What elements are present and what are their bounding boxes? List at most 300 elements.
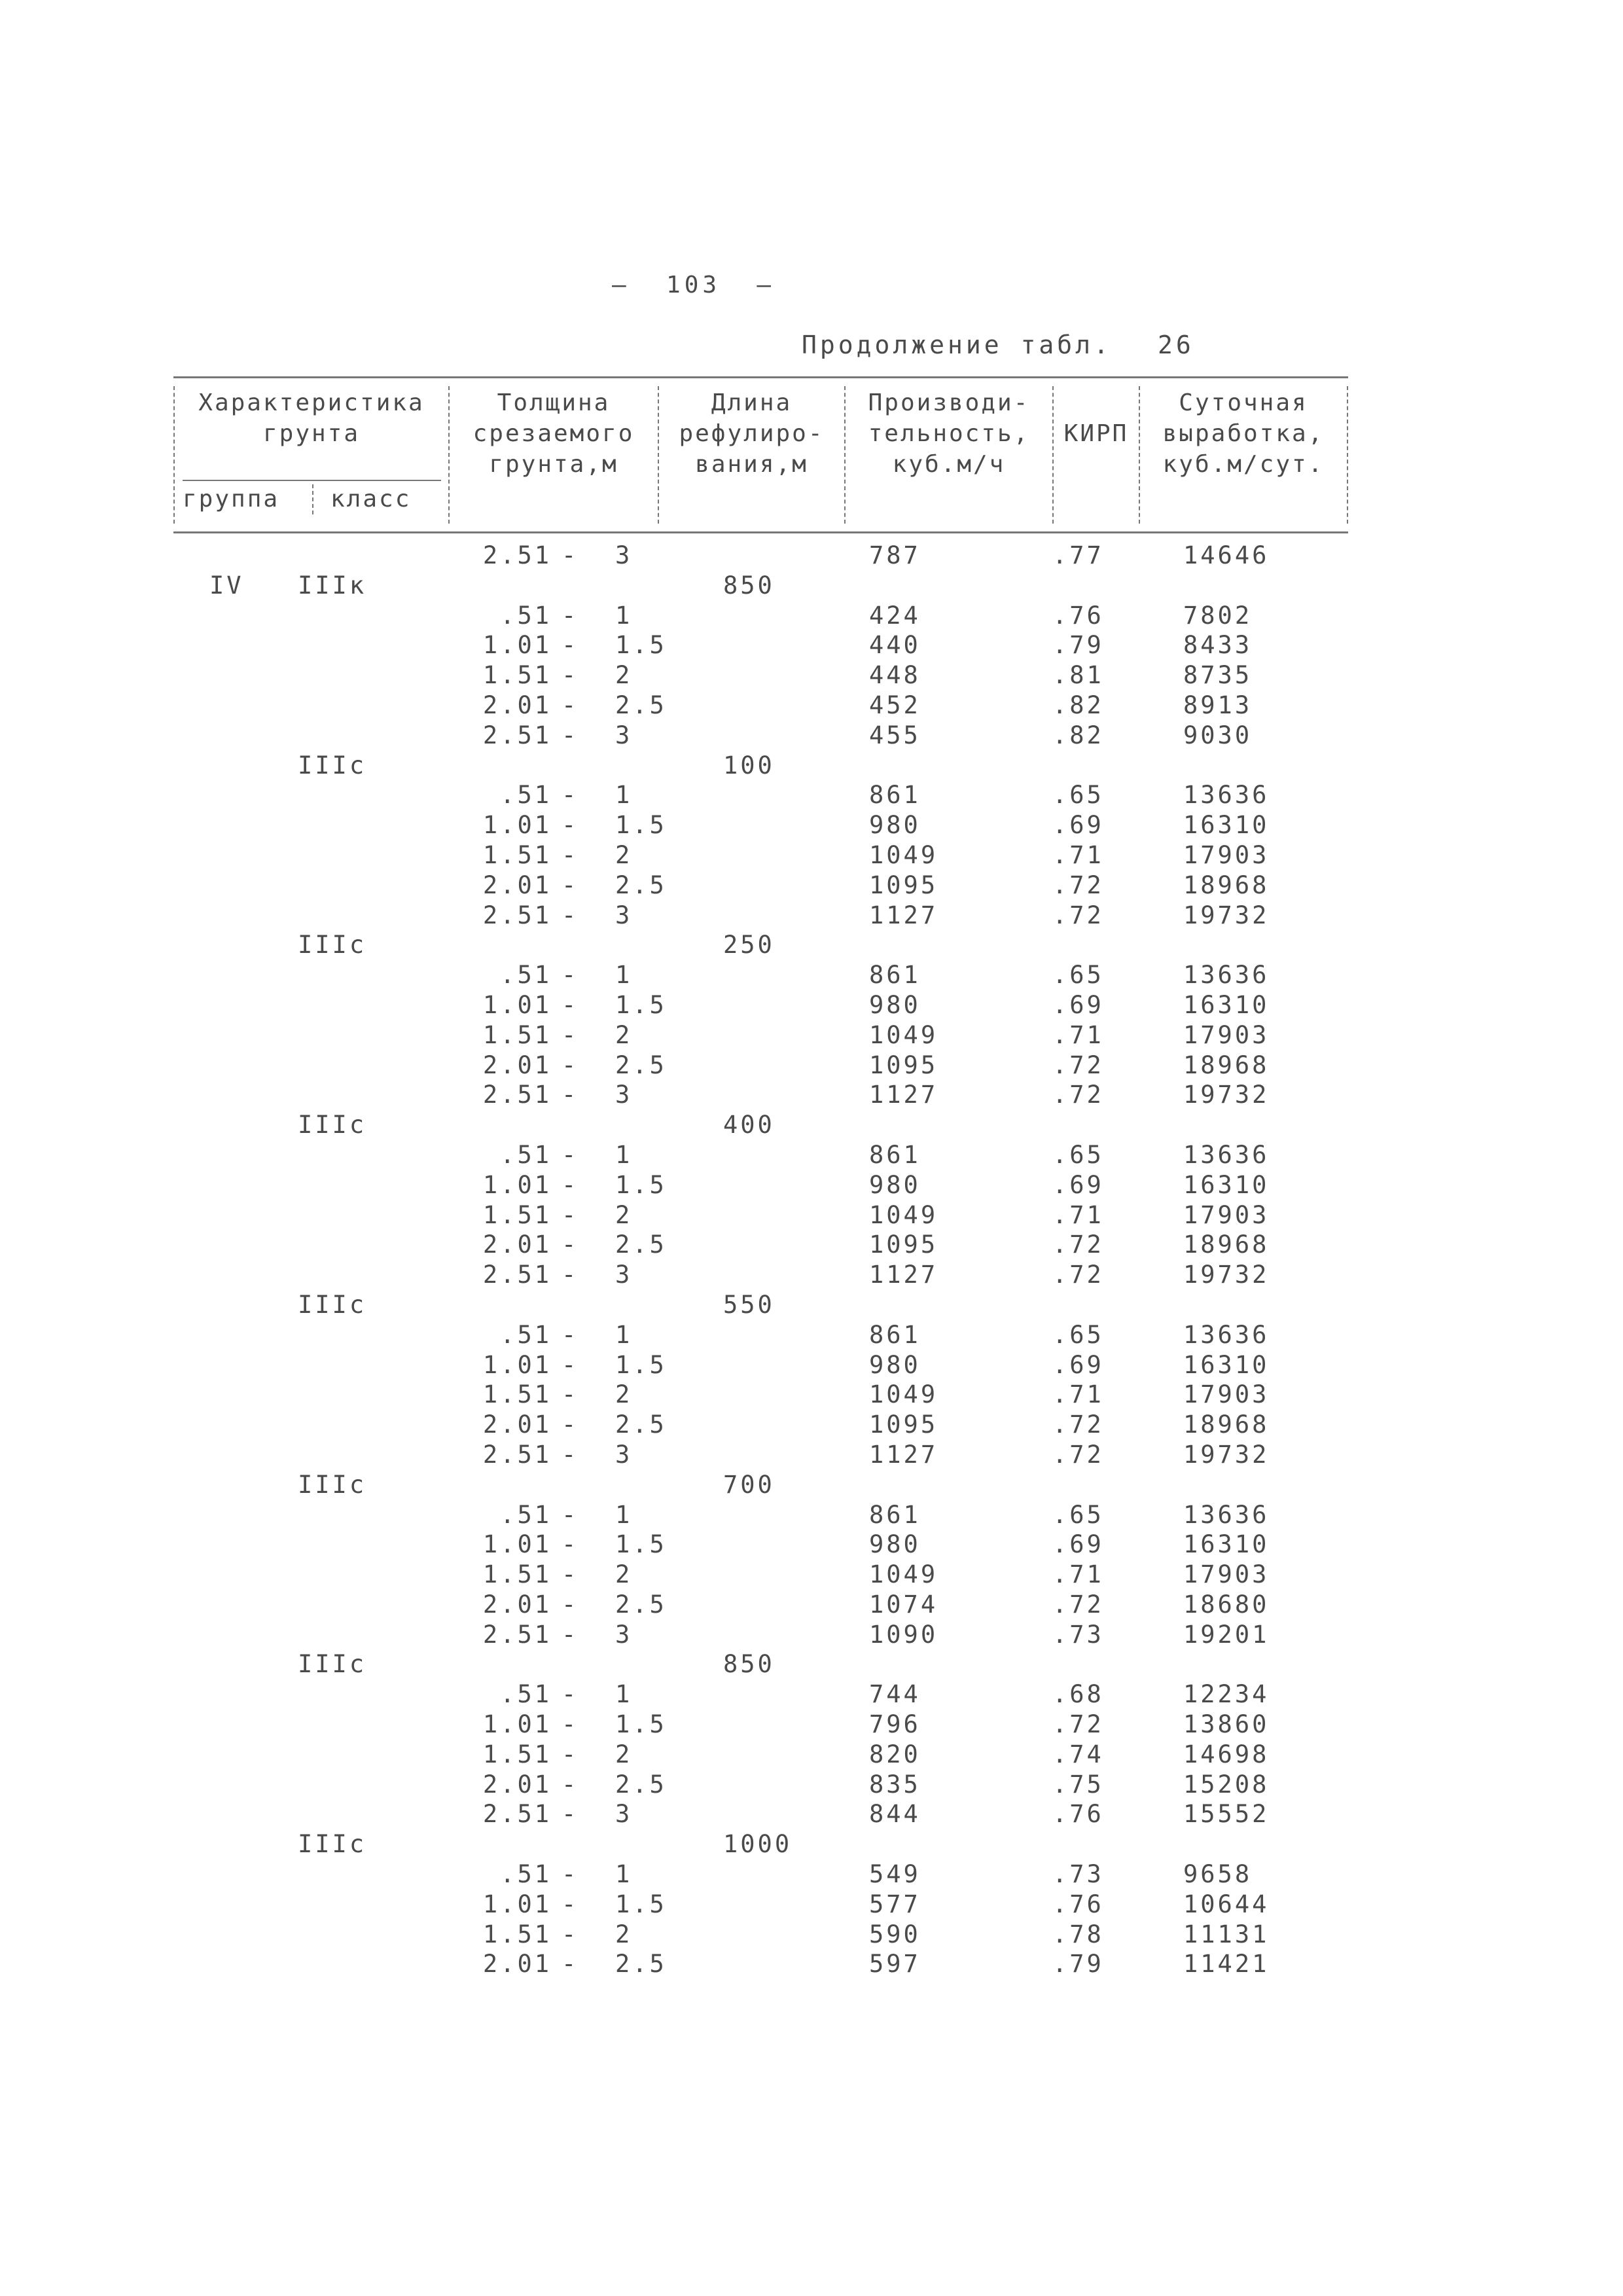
cell-thickness-to: 1 [615, 1680, 633, 1709]
cell-thickness-from: 1.01 [482, 631, 552, 660]
cell-productivity: 1074 [869, 1590, 938, 1619]
cell-productivity: 835 [869, 1770, 921, 1799]
cell-length: 850 [723, 1650, 775, 1679]
cell-daily-output: 14698 [1183, 1740, 1270, 1768]
cell-productivity: 820 [869, 1740, 921, 1768]
table-row [0, 1200, 1623, 1230]
cell-thickness-from: 1.01 [482, 1350, 552, 1379]
cell-kirp: .79 [1052, 1950, 1104, 1979]
cell-thickness-from: 1.51 [482, 1740, 552, 1768]
cell-length: 100 [723, 751, 775, 780]
cell-kirp: .76 [1052, 601, 1104, 630]
table-row [0, 660, 1623, 691]
cell-productivity: 455 [869, 721, 921, 749]
cell-thickness-to: 2.5 [615, 1230, 667, 1259]
table-row [0, 1170, 1623, 1200]
cell-daily-output: 18968 [1183, 1410, 1270, 1439]
cell-daily-output: 13860 [1183, 1710, 1270, 1739]
range-dash: - [562, 1890, 579, 1918]
cell-kirp: .69 [1052, 1170, 1104, 1199]
range-dash: - [562, 1620, 579, 1649]
range-dash: - [562, 1380, 579, 1409]
table-row [0, 1890, 1623, 1920]
cell-daily-output: 18680 [1183, 1590, 1270, 1619]
table-row [0, 541, 1623, 571]
cell-productivity: 597 [869, 1950, 921, 1979]
cell-productivity: 452 [869, 691, 921, 719]
cell-thickness-from: 1.01 [482, 1170, 552, 1199]
cell-length: 850 [723, 571, 775, 600]
cell-thickness-to: 1 [615, 601, 633, 630]
cell-productivity: 861 [869, 1500, 921, 1529]
range-dash: - [562, 1050, 579, 1079]
cell-thickness-to: 1 [615, 1860, 633, 1889]
cell-kirp: .79 [1052, 631, 1104, 660]
cell-daily-output: 13636 [1183, 1320, 1270, 1349]
cell-class: IIIс [298, 1830, 367, 1859]
cell-kirp: .74 [1052, 1740, 1104, 1768]
cell-class: IIIс [298, 1470, 367, 1499]
table-row [0, 1949, 1623, 1979]
header-productivity-line: Производи- [868, 389, 1030, 416]
cell-productivity: 424 [869, 601, 921, 630]
cell-thickness-to: 2.5 [615, 1950, 667, 1979]
cell-group: IV [209, 571, 244, 600]
table-row [0, 1710, 1623, 1740]
cell-kirp: .72 [1052, 1230, 1104, 1259]
cell-daily-output: 16310 [1183, 1350, 1270, 1379]
header-thickness [448, 386, 658, 524]
cell-thickness-from: 1.01 [482, 990, 552, 1019]
cell-thickness-from: 2.51 [482, 1440, 552, 1469]
cell-productivity: 1049 [869, 1020, 938, 1049]
cell-thickness-to: 2.5 [615, 1770, 667, 1799]
cell-daily-output: 19732 [1183, 1440, 1270, 1469]
header-daily-line: выработка, [1162, 420, 1325, 447]
cell-thickness-from: .51 [500, 1680, 552, 1709]
cell-daily-output: 16310 [1183, 1530, 1270, 1559]
table-row [0, 1679, 1623, 1710]
range-dash: - [562, 1440, 579, 1469]
cell-productivity: 1095 [869, 1230, 938, 1259]
table-row [0, 691, 1623, 721]
cell-kirp: .65 [1052, 1500, 1104, 1529]
cell-daily-output: 8735 [1183, 661, 1253, 690]
cell-thickness-to: 1.5 [615, 1530, 667, 1559]
range-dash: - [562, 691, 579, 719]
cell-kirp: .71 [1052, 1200, 1104, 1229]
cell-thickness-to: 3 [615, 901, 633, 929]
header-thickness-line: грунта,м [489, 451, 618, 478]
cell-length: 1000 [723, 1830, 793, 1859]
cell-productivity: 1090 [869, 1620, 938, 1649]
cell-kirp: .77 [1052, 541, 1104, 569]
range-dash: - [562, 1200, 579, 1229]
header-length [658, 386, 844, 524]
cell-thickness-from: 2.51 [482, 1620, 552, 1649]
cell-kirp: .78 [1052, 1920, 1104, 1948]
cell-thickness-to: 1 [615, 961, 633, 990]
cell-daily-output: 16310 [1183, 990, 1270, 1019]
range-dash: - [562, 661, 579, 690]
cell-thickness-to: 3 [615, 1440, 633, 1469]
cell-productivity: 980 [869, 990, 921, 1019]
cell-kirp: .71 [1052, 1380, 1104, 1409]
table-header [173, 386, 1348, 524]
cell-thickness-from: 1.51 [482, 840, 552, 869]
range-dash: - [562, 990, 579, 1019]
table-row [0, 1530, 1623, 1560]
table-caption [802, 331, 1194, 359]
cell-thickness-to: 1.5 [615, 1170, 667, 1199]
header-kirp-line: КИРП [1063, 420, 1129, 447]
range-dash: - [562, 601, 579, 630]
cell-productivity: 577 [869, 1890, 921, 1918]
caption-table-number: 26 [1157, 331, 1194, 359]
range-dash: - [562, 1320, 579, 1349]
cell-productivity: 796 [869, 1710, 921, 1739]
cell-daily-output: 10644 [1183, 1890, 1270, 1918]
range-dash: - [562, 901, 579, 929]
cell-productivity: 1049 [869, 1380, 938, 1409]
cell-daily-output: 19201 [1183, 1620, 1270, 1649]
cell-thickness-from: 2.51 [482, 901, 552, 929]
range-dash: - [562, 1500, 579, 1529]
cell-productivity: 1127 [869, 1081, 938, 1109]
cell-productivity: 1127 [869, 1261, 938, 1289]
cell-kirp: .72 [1052, 1050, 1104, 1079]
cell-kirp: .69 [1052, 1530, 1104, 1559]
table-row [0, 1649, 1623, 1679]
cell-thickness-from: .51 [500, 1860, 552, 1889]
cell-daily-output: 17903 [1183, 1200, 1270, 1229]
cell-thickness-from: .51 [500, 601, 552, 630]
header-productivity-line: тельность, [868, 420, 1030, 447]
cell-kirp: .72 [1052, 1410, 1104, 1439]
cell-thickness-to: 2 [615, 1020, 633, 1049]
table-row [0, 1799, 1623, 1829]
cell-productivity: 1095 [869, 1050, 938, 1079]
cell-kirp: .81 [1052, 661, 1104, 690]
table-row [0, 1770, 1623, 1800]
cell-thickness-from: 1.01 [482, 1890, 552, 1918]
range-dash: - [562, 1020, 579, 1049]
table-row [0, 1590, 1623, 1620]
cell-daily-output: 17903 [1183, 1380, 1270, 1409]
table-row [0, 870, 1623, 901]
cell-thickness-from: 2.01 [482, 1590, 552, 1619]
range-dash: - [562, 1770, 579, 1799]
table-row [0, 901, 1623, 931]
cell-daily-output: 18968 [1183, 1230, 1270, 1259]
cell-productivity: 844 [869, 1800, 921, 1829]
cell-kirp: .69 [1052, 811, 1104, 840]
table-row [0, 840, 1623, 870]
range-dash: - [562, 1560, 579, 1589]
cell-thickness-from: 2.51 [482, 541, 552, 569]
cell-class: IIIк [298, 571, 367, 600]
range-dash: - [562, 541, 579, 569]
cell-kirp: .72 [1052, 1261, 1104, 1289]
cell-daily-output: 12234 [1183, 1680, 1270, 1709]
cell-thickness-from: 1.01 [482, 1530, 552, 1559]
cell-thickness-to: 2.5 [615, 1410, 667, 1439]
cell-thickness-to: 1 [615, 781, 633, 810]
cell-kirp: .76 [1052, 1890, 1104, 1918]
cell-thickness-from: 2.01 [482, 1410, 552, 1439]
cell-thickness-to: 3 [615, 721, 633, 749]
cell-thickness-to: 1.5 [615, 1350, 667, 1379]
cell-thickness-from: 2.51 [482, 1800, 552, 1829]
cell-daily-output: 13636 [1183, 1500, 1270, 1529]
cell-kirp: .72 [1052, 1710, 1104, 1739]
range-dash: - [562, 1350, 579, 1379]
cell-length: 700 [723, 1470, 775, 1499]
table-row [0, 1829, 1623, 1859]
cell-daily-output: 11131 [1183, 1920, 1270, 1948]
table-row [0, 1859, 1623, 1890]
cell-thickness-from: .51 [500, 1320, 552, 1349]
header-thickness-line: срезаемого [473, 420, 635, 447]
cell-kirp: .72 [1052, 1081, 1104, 1109]
cell-thickness-to: 1 [615, 1500, 633, 1529]
cell-thickness-from: 2.01 [482, 1230, 552, 1259]
cell-thickness-from: 1.01 [482, 1710, 552, 1739]
cell-productivity: 549 [869, 1860, 921, 1889]
table-row [0, 1440, 1623, 1470]
cell-productivity: 980 [869, 811, 921, 840]
cell-thickness-from: 1.01 [482, 811, 552, 840]
header-thickness-line: Толщина [497, 389, 611, 416]
cell-productivity: 744 [869, 1680, 921, 1709]
cell-thickness-from: 1.51 [482, 661, 552, 690]
table-top-rule [173, 376, 1348, 378]
cell-kirp: .72 [1052, 1440, 1104, 1469]
cell-thickness-from: 2.01 [482, 1950, 552, 1979]
cell-kirp: .71 [1052, 1560, 1104, 1589]
cell-thickness-to: 2.5 [615, 1590, 667, 1619]
range-dash: - [562, 840, 579, 869]
header-daily [1139, 386, 1348, 524]
cell-productivity: 1049 [869, 840, 938, 869]
cell-productivity: 1095 [869, 1410, 938, 1439]
cell-productivity: 861 [869, 961, 921, 990]
header-class: класс [330, 486, 412, 512]
cell-thickness-to: 2 [615, 1560, 633, 1589]
header-length-line: вания,м [695, 451, 808, 478]
range-dash: - [562, 721, 579, 749]
cell-class: IIIс [298, 1111, 367, 1139]
cell-thickness-to: 1.5 [615, 990, 667, 1019]
cell-kirp: .72 [1052, 870, 1104, 899]
cell-thickness-to: 3 [615, 541, 633, 569]
table-row [0, 1560, 1623, 1590]
cell-daily-output: 16310 [1183, 1170, 1270, 1199]
header-daily-line: Суточная [1179, 389, 1308, 416]
cell-thickness-from: 2.51 [482, 1081, 552, 1109]
cell-productivity: 1127 [869, 1440, 938, 1469]
range-dash: - [562, 1410, 579, 1439]
cell-thickness-to: 1.5 [615, 1710, 667, 1739]
cell-thickness-to: 1 [615, 1320, 633, 1349]
range-dash: - [562, 781, 579, 810]
cell-kirp: .71 [1052, 1020, 1104, 1049]
header-productivity [844, 386, 1052, 524]
cell-productivity: 1049 [869, 1560, 938, 1589]
cell-thickness-to: 3 [615, 1261, 633, 1289]
cell-kirp: .68 [1052, 1680, 1104, 1709]
table-row [0, 810, 1623, 840]
cell-daily-output: 13636 [1183, 781, 1270, 810]
cell-thickness-to: 1.5 [615, 1890, 667, 1918]
cell-productivity: 861 [869, 781, 921, 810]
cell-kirp: .73 [1052, 1620, 1104, 1649]
range-dash: - [562, 1950, 579, 1979]
table-row [0, 1050, 1623, 1081]
cell-daily-output: 15208 [1183, 1770, 1270, 1799]
cell-daily-output: 18968 [1183, 1050, 1270, 1079]
cell-thickness-from: .51 [500, 961, 552, 990]
cell-thickness-to: 2 [615, 1740, 633, 1768]
cell-daily-output: 7802 [1183, 601, 1253, 630]
cell-thickness-to: 2 [615, 1200, 633, 1229]
range-dash: - [562, 870, 579, 899]
cell-kirp: .69 [1052, 990, 1104, 1019]
table-row [0, 1410, 1623, 1440]
cell-kirp: .82 [1052, 691, 1104, 719]
cell-kirp: .71 [1052, 840, 1104, 869]
cell-length: 400 [723, 1111, 775, 1139]
range-dash: - [562, 1740, 579, 1768]
cell-kirp: .65 [1052, 961, 1104, 990]
cell-thickness-from: 1.51 [482, 1200, 552, 1229]
table-row [0, 1230, 1623, 1260]
table-row [0, 990, 1623, 1020]
cell-thickness-from: .51 [500, 1140, 552, 1169]
range-dash: - [562, 811, 579, 840]
cell-daily-output: 19732 [1183, 1261, 1270, 1289]
range-dash: - [562, 1590, 579, 1619]
cell-productivity: 1095 [869, 870, 938, 899]
table-row [0, 571, 1623, 601]
table-body [0, 541, 1623, 1979]
cell-kirp: .69 [1052, 1350, 1104, 1379]
range-dash: - [562, 1710, 579, 1739]
cell-productivity: 440 [869, 631, 921, 660]
cell-thickness-from: 1.51 [482, 1020, 552, 1049]
cell-thickness-from: 1.51 [482, 1920, 552, 1948]
cell-kirp: .76 [1052, 1800, 1104, 1829]
cell-daily-output: 17903 [1183, 1560, 1270, 1589]
cell-thickness-from: 2.01 [482, 1050, 552, 1079]
cell-thickness-to: 1 [615, 1140, 633, 1169]
cell-thickness-to: 2.5 [615, 1050, 667, 1079]
cell-daily-output: 8433 [1183, 631, 1253, 660]
table-row [0, 1020, 1623, 1050]
cell-thickness-to: 2 [615, 661, 633, 690]
cell-daily-output: 13636 [1183, 961, 1270, 990]
header-soil-line: Характеристика [198, 389, 425, 416]
cell-productivity: 980 [869, 1170, 921, 1199]
cell-daily-output: 16310 [1183, 811, 1270, 840]
cell-thickness-from: 2.01 [482, 691, 552, 719]
cell-kirp: .72 [1052, 901, 1104, 929]
cell-daily-output: 9030 [1183, 721, 1253, 749]
table-row [0, 1470, 1623, 1500]
range-dash: - [562, 1140, 579, 1169]
cell-kirp: .75 [1052, 1770, 1104, 1799]
range-dash: - [562, 1081, 579, 1109]
cell-thickness-to: 2.5 [615, 691, 667, 719]
table-row [0, 1320, 1623, 1350]
cell-daily-output: 19732 [1183, 901, 1270, 929]
cell-kirp: .65 [1052, 1140, 1104, 1169]
cell-thickness-to: 2.5 [615, 870, 667, 899]
page-number: – 103 – [612, 272, 776, 298]
range-dash: - [562, 1800, 579, 1829]
table-row [0, 1080, 1623, 1110]
cell-kirp: .72 [1052, 1590, 1104, 1619]
cell-thickness-to: 3 [615, 1800, 633, 1829]
header-group: группа [183, 486, 280, 512]
cell-daily-output: 9658 [1183, 1860, 1253, 1889]
cell-productivity: 861 [869, 1320, 921, 1349]
table-row [0, 1500, 1623, 1530]
cell-thickness-to: 2 [615, 840, 633, 869]
cell-productivity: 1049 [869, 1200, 938, 1229]
table-row [0, 1620, 1623, 1650]
table-row [0, 1260, 1623, 1290]
cell-daily-output: 14646 [1183, 541, 1270, 569]
range-dash: - [562, 1530, 579, 1559]
cell-thickness-to: 3 [615, 1081, 633, 1109]
cell-kirp: .73 [1052, 1860, 1104, 1889]
caption-label: Продолжение табл. [802, 331, 1112, 359]
cell-daily-output: 17903 [1183, 1020, 1270, 1049]
range-dash: - [562, 1920, 579, 1948]
cell-thickness-from: 2.01 [482, 1770, 552, 1799]
table-row [0, 780, 1623, 810]
cell-length: 550 [723, 1290, 775, 1319]
table-row [0, 1920, 1623, 1950]
cell-thickness-to: 1.5 [615, 811, 667, 840]
cell-kirp: .65 [1052, 1320, 1104, 1349]
cell-daily-output: 15552 [1183, 1800, 1270, 1829]
table-row [0, 930, 1623, 960]
table-row [0, 601, 1623, 631]
table-row [0, 721, 1623, 751]
cell-daily-output: 17903 [1183, 840, 1270, 869]
table-row [0, 751, 1623, 781]
table-row [0, 1110, 1623, 1140]
cell-class: IIIс [298, 931, 367, 960]
cell-thickness-from: .51 [500, 1500, 552, 1529]
range-dash: - [562, 961, 579, 990]
cell-productivity: 590 [869, 1920, 921, 1948]
cell-kirp: .82 [1052, 721, 1104, 749]
cell-thickness-to: 3 [615, 1620, 633, 1649]
cell-kirp: .65 [1052, 781, 1104, 810]
table-row [0, 1140, 1623, 1170]
cell-class: IIIс [298, 1290, 367, 1319]
cell-thickness-to: 1.5 [615, 631, 667, 660]
cell-class: IIIс [298, 1650, 367, 1679]
cell-thickness-from: 2.01 [482, 870, 552, 899]
table-row [0, 1350, 1623, 1380]
cell-productivity: 448 [869, 661, 921, 690]
header-soil-underline [183, 480, 441, 481]
header-productivity-line: куб.м/ч [892, 451, 1006, 478]
